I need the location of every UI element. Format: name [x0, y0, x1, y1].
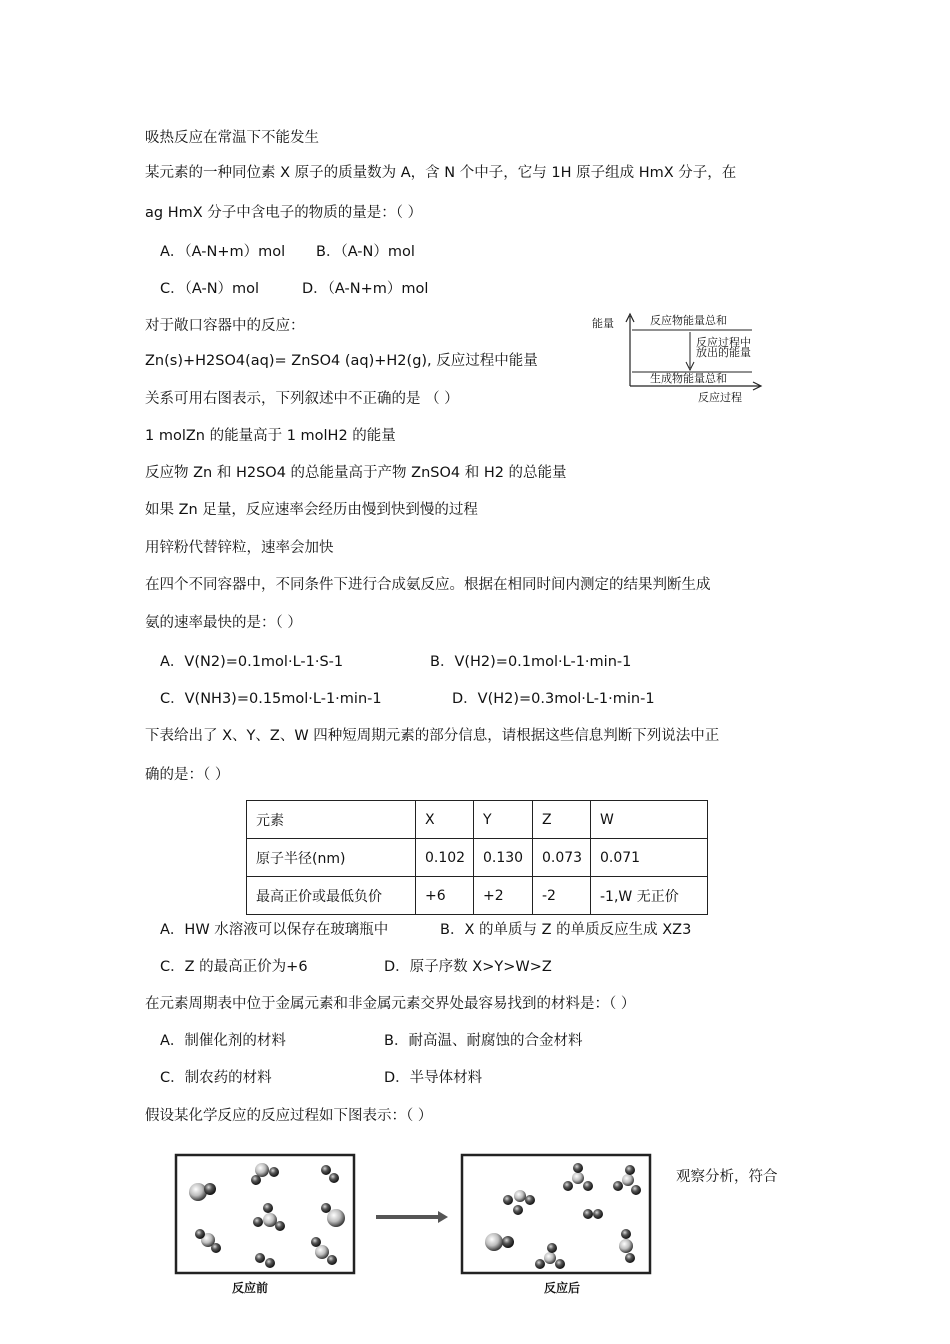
question-elements-cont: 确的是：（ ）	[145, 767, 230, 783]
question-isotope: 某元素的一种同位素 X 原子的质量数为 A，含 N 个中子，它与 1H 原子组成 HmX 分子，在	[145, 165, 737, 181]
option-statement: 如果 Zn 足量，反应速率会经历由慢到快到慢的过程	[145, 502, 478, 518]
reactant-label: 反应物能量总和	[650, 314, 727, 327]
table-cell: 0.071	[591, 839, 708, 877]
table-cell: -2	[533, 877, 591, 915]
option-b: B．X 的单质与 Z 的单质反应生成 XZ3	[440, 922, 692, 938]
reaction-arrow-icon	[438, 1211, 448, 1223]
option-statement: 用锌粉代替锌粒，速率会加快	[145, 540, 334, 556]
question-materials: 在元素周期表中位于金属元素和非金属元素交界处最容易找到的材料是：（ ）	[145, 996, 636, 1012]
option-c: C．V(NH3)=0.15mol·L-1·min-1	[160, 691, 382, 707]
element-info-table	[246, 800, 708, 915]
table-row	[247, 877, 708, 915]
question-ammonia-cont: 氨的速率最快的是：（ ）	[145, 615, 302, 631]
table-cell: +2	[474, 877, 533, 915]
option-d: D．（A-N+m）mol	[302, 281, 429, 297]
question-elements: 下表给出了 X、Y、Z、W 四种短周期元素的部分信息，请根据这些信息判断下列说法中正	[145, 728, 720, 744]
option-a: A．（A-N+m）mol	[160, 244, 286, 260]
option-c: C．（A-N）mol	[160, 281, 260, 297]
table-cell: 0.102	[416, 839, 474, 877]
option-statement: 反应物 Zn 和 H2SO4 的总能量高于产物 ZnSO4 和 H2 的总能量	[145, 465, 567, 481]
table-cell: W	[591, 801, 708, 839]
option-c: C．制农药的材料	[160, 1070, 272, 1086]
option-b: B．耐高温、耐腐蚀的合金材料	[384, 1033, 583, 1049]
after-label: 反应后	[544, 1281, 581, 1295]
option-a: A．V(N2)=0.1mol·L-1·S-1	[160, 654, 344, 670]
table-row	[247, 801, 708, 839]
after-box	[462, 1155, 650, 1273]
option-d: D．V(H2)=0.3mol·L-1·min-1	[452, 691, 655, 707]
table-cell: X	[416, 801, 474, 839]
question-reaction-cont: 观察分析，符合	[676, 1169, 778, 1185]
table-cell: +6	[416, 877, 474, 915]
table-cell: 0.073	[533, 839, 591, 877]
option-d: D．原子序数 X>Y>W>Z	[384, 959, 552, 975]
energy-xlabel: 反应过程	[698, 391, 742, 404]
option-d: D．半导体材料	[384, 1070, 483, 1086]
release-label-2: 放出的能量	[696, 346, 751, 359]
release-label-1: 反应过程中	[696, 336, 751, 349]
option-a: A．HW 水溶液可以保存在玻璃瓶中	[160, 922, 389, 938]
table-cell: -1,W 无正价	[591, 877, 708, 915]
option-statement: 吸热反应在常温下不能发生	[145, 130, 319, 146]
table-cell: 0.130	[474, 839, 533, 877]
table-row	[247, 839, 708, 877]
energy-ylabel: 能量	[592, 317, 614, 330]
question-ammonia: 在四个不同容器中，不同条件下进行合成氨反应。根据在相同时间内测定的结果判断生成	[145, 577, 711, 593]
question-zn: 对于敞口容器中的反应：	[145, 318, 305, 334]
table-cell: 元素	[247, 801, 416, 839]
question-reaction: 假设某化学反应的反应过程如下图表示：（ ）	[145, 1108, 433, 1124]
question-isotope-cont: ag HmX 分子中含电子的物质的量是：（ ）	[145, 205, 423, 221]
question-zn-equation: Zn(s)+H2SO4(aq)= ZnSO4 (aq)+H2(g), 反应过程中能量	[145, 353, 538, 369]
molecule-reaction-figure	[170, 1150, 660, 1298]
option-b: B．（A-N）mol	[316, 244, 415, 260]
product-label: 生成物能量总和	[650, 372, 727, 385]
question-zn-cont: 关系可用右图表示，下列叙述中不正确的是 （ ）	[145, 391, 459, 407]
table-cell: 原子半径(nm)	[247, 839, 416, 877]
option-statement: 1 molZn 的能量高于 1 molH2 的能量	[145, 428, 396, 444]
option-a: A．制催化剂的材料	[160, 1033, 286, 1049]
table-cell: Y	[474, 801, 533, 839]
table-cell: 最高正价或最低负价	[247, 877, 416, 915]
option-c: C．Z 的最高正价为+6	[160, 959, 308, 975]
table-cell: Z	[533, 801, 591, 839]
reaction-arrow-line	[376, 1215, 440, 1219]
energy-diagram	[590, 308, 780, 408]
before-label: 反应前	[232, 1281, 269, 1295]
option-b: B．V(H2)=0.1mol·L-1·min-1	[430, 654, 632, 670]
